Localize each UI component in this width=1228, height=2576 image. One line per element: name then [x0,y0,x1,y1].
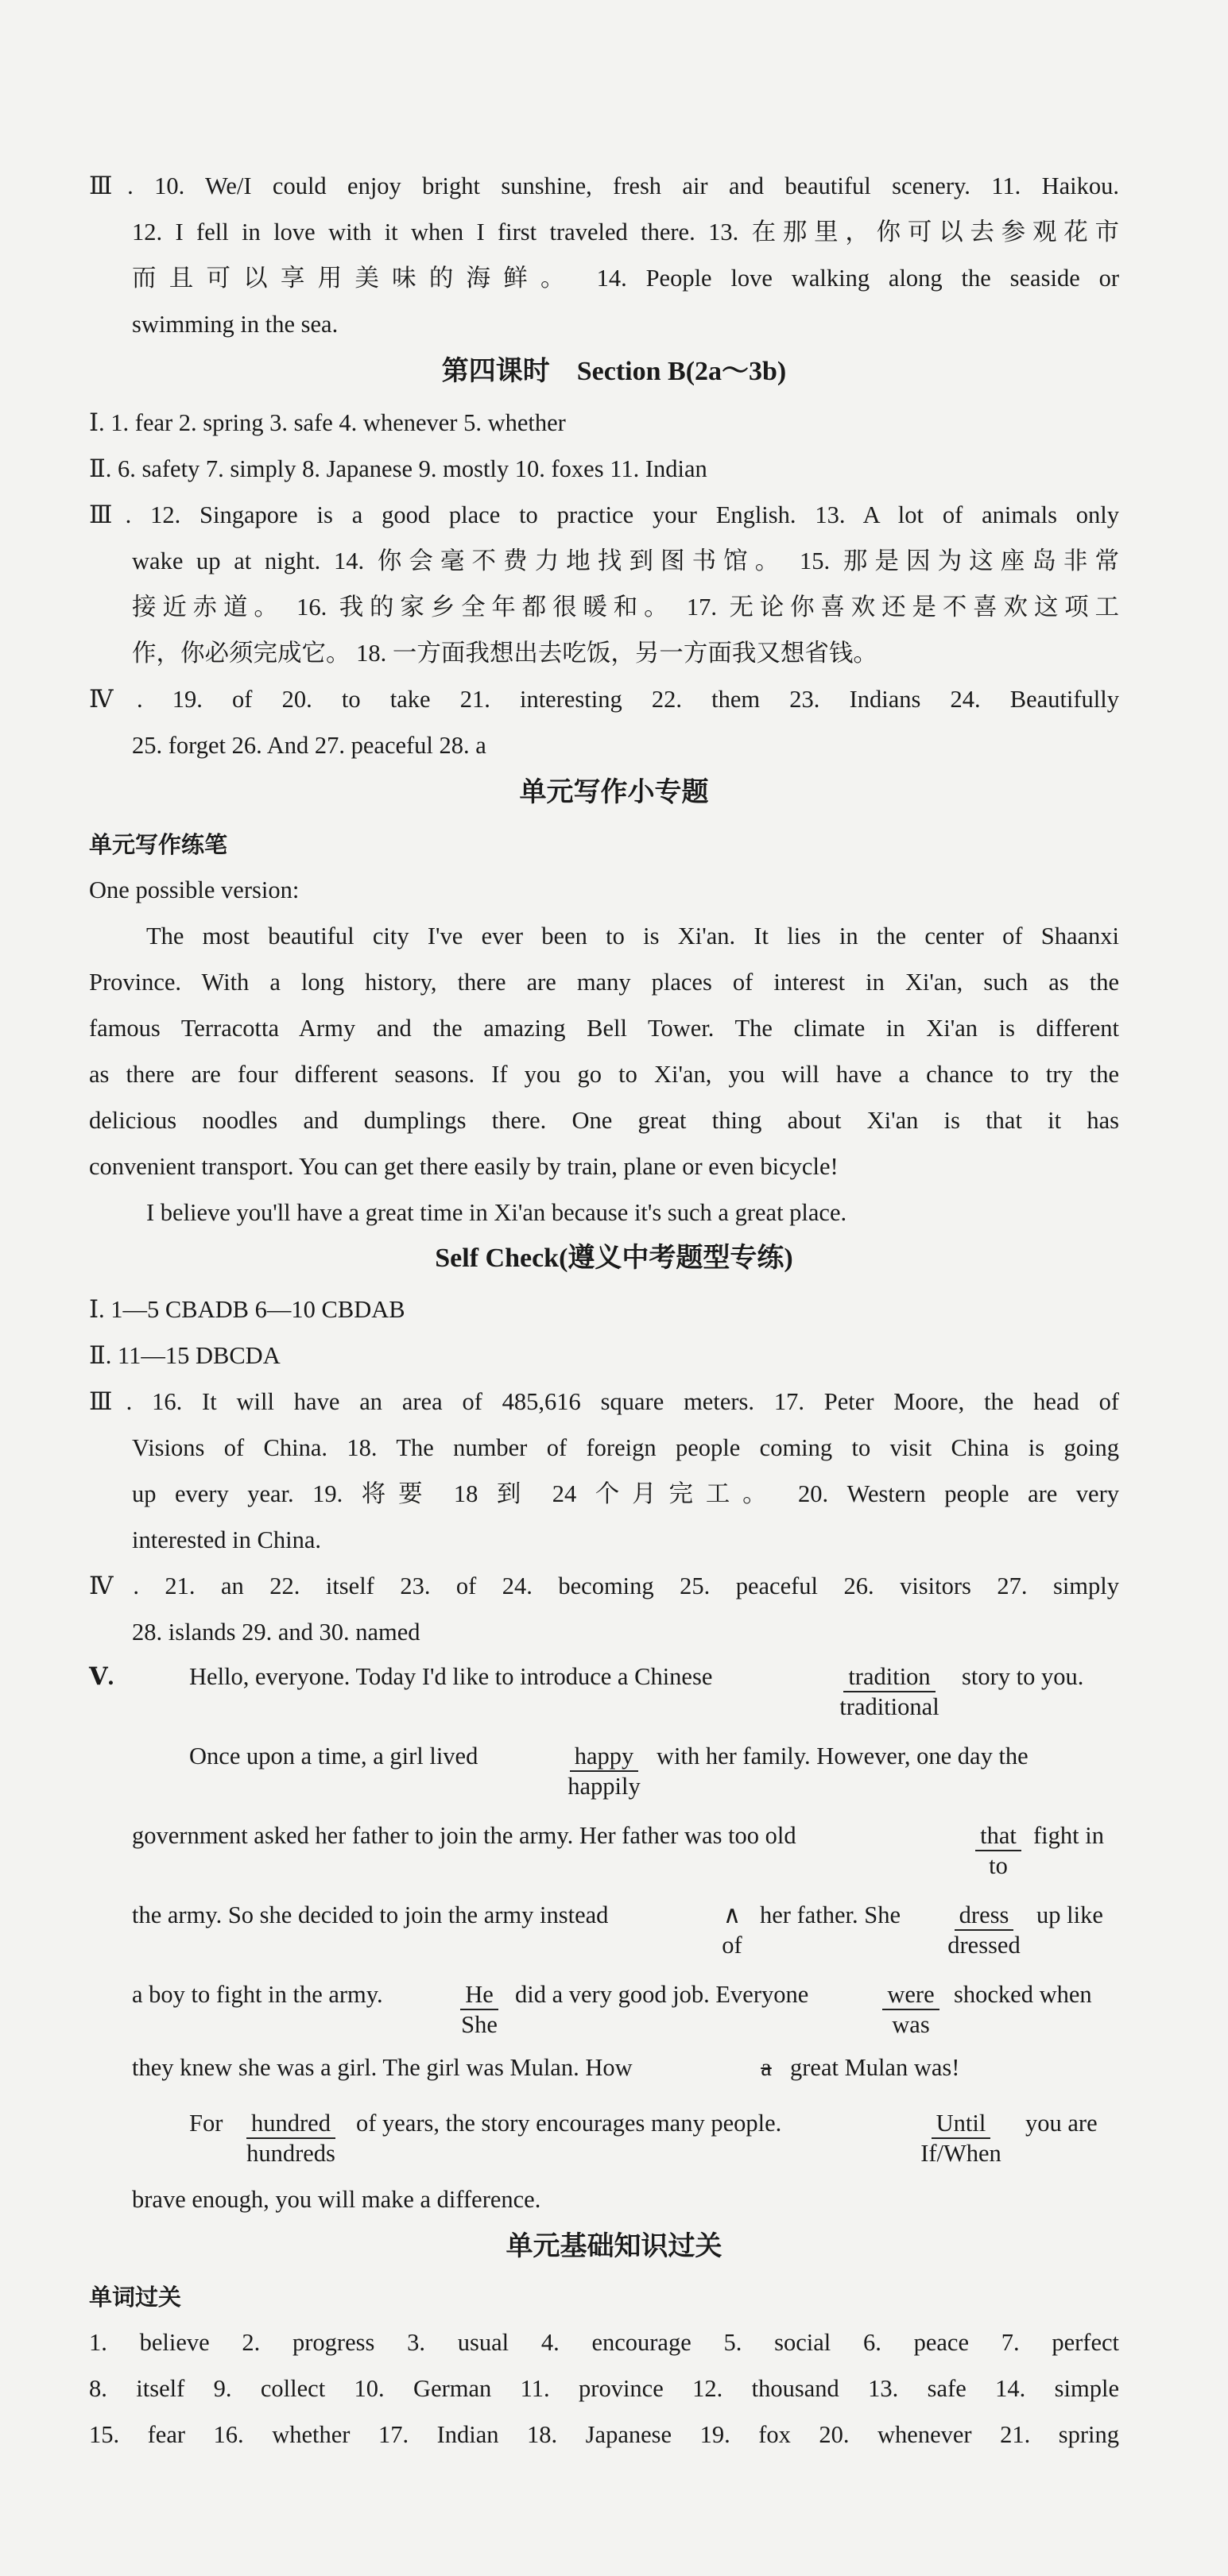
correction-pair [909,2107,1013,2168]
answer-line: Ⅰ. 1. fear 2. spring 3. safe 4. whenever 5. whether [89,409,566,436]
wrong-word: were [882,1980,939,2010]
corrected-word: dressed [947,1932,1021,1959]
correction-pair [556,1740,652,1800]
essay-line: delicious noodles and dumplings there. One great thing about Xi'an is that it has [89,1107,1119,1134]
correction-text: her father. She [760,1901,901,1928]
correction-text: story to you. [962,1663,1084,1690]
answer-line: Visions of China. 18. The number of foreign people coming to visit China is going [132,1434,1119,1461]
correction-text: great Mulan was! [790,2054,960,2081]
section-heading: 单元基础知识过关 [506,2232,722,2261]
answer-line: Ⅱ. 11—15 DBCDA [89,1342,281,1369]
corrected-word: was [892,2011,930,2038]
answer-line: swimming in the sea. [132,311,339,338]
sub-heading: 单词过关 [89,2285,182,2311]
answer-line: 25. forget 26. And 27. peaceful 28. a [132,732,486,759]
wrong-word: tradition [843,1662,935,1692]
answer-line: Ⅲ. 10. We/I could enjoy bright sunshine, fresh air and beautiful scenery. 11. Haikou. [89,172,1119,199]
answer-line: Ⅳ. 21. an 22. itself 23. of 24. becoming 25. peaceful 26. visitors 27. simply [89,1572,1119,1599]
correction-text: up like [1036,1901,1103,1928]
correction-text: For [189,2110,223,2137]
correction-text: the army. So she decided to join the army instead [132,1901,609,1928]
answer-line: up every year. 19. 将要 18 到 24 个月完工。 20. Western people are very [132,1480,1119,1507]
correction-text: a boy to fight in the army. [132,1981,383,2008]
correction-text: Hello, everyone. Today I'd like to introduce a Chinese [189,1663,713,1690]
correction-text: shocked when [954,1981,1092,2008]
deletion-mark [747,2052,785,2083]
essay-line: The most beautiful city I've ever been to is Xi'an. It lies in the center of Shaanxi [146,922,1119,950]
correction-pair [936,1899,1032,1959]
correction-pair [830,1661,949,1721]
answer-line: 作，你必须完成它。 18. 一方面我想出去吃饭，另一方面我又想省钱。 [132,640,877,667]
corrected-word: If/When [920,2140,1001,2167]
correction-text: brave enough, you will make a difference. [132,2186,541,2213]
correction-text: they knew she was a girl. The girl was Mulan. How [132,2054,633,2081]
deleted-word: a [761,2054,772,2081]
answer-line: interested in China. [132,1526,322,1553]
wrong-word: dress [955,1901,1014,1931]
answer-line: 15. fear 16. whether 17. Indian 18. Japanese 19. fox 20. whenever 21. spring [89,2421,1119,2448]
answer-line: 8. itself 9. collect 10. German 11. province 12. thousand 13. safe 14. simple [89,2375,1119,2402]
wrong-word: He [460,1980,498,2010]
section-heading: Self Check(遵义中考题型专练) [435,1244,793,1273]
correction-text: did a very good job. Everyone [515,1981,809,2008]
correction-text: you are [1025,2110,1098,2137]
corrected-word: She [461,2011,498,2038]
correction-text: of years, the story encourages many people. [356,2110,782,2137]
answer-line: Ⅰ. 1—5 CBADB 6—10 CBDAB [89,1296,405,1323]
essay-line: as there are four different seasons. If you go to Xi'an, you will have a chance to try the [89,1061,1119,1088]
section-heading: 第四课时 Section B(2a～3b) [441,357,787,386]
wrong-word: happy [570,1742,639,1772]
essay-line: Province. With a long history, there are many places of interest in Xi'an, such as the [89,969,1119,996]
answer-line: 而且可以享用美味的海鲜。 14. People love walking along the seaside or [132,265,1119,292]
sub-heading: 单元写作练笔 [89,833,228,858]
answer-line: Ⅳ. 19. of 20. to take 21. interesting 22. them 23. Indians 24. Beautifully [89,686,1119,713]
wrong-word: Until [932,2109,991,2139]
correction-pair [235,2107,347,2168]
correction-pair [712,1899,752,1959]
intro-text: One possible version: [89,876,300,903]
answer-line: Ⅱ. 6. safety 7. simply 8. Japanese 9. mostly 10. foxes 11. Indian [89,455,707,482]
answer-line: Ⅲ. 16. It will have an area of 485,616 square meters. 17. Peter Moore, the head of [89,1388,1119,1415]
essay-line: famous Terracotta Army and the amazing Bell Tower. The climate in Xi'an is different [89,1015,1119,1042]
answer-line: 28. islands 29. and 30. named [132,1619,420,1646]
correction-pair [877,1978,944,2039]
correction-text: with her family. However, one day the [657,1742,1028,1770]
section-number: Ⅴ. [89,1663,114,1690]
answer-line: wake up at night. 14. 你会毫不费力地找到图书馆。 15. 那是因为这座岛非常 [132,547,1119,574]
essay-line: convenient transport. You can get there easily by train, plane or even bicycle! [89,1153,839,1180]
section-heading: 单元写作小专题 [519,778,709,807]
correction-text: government asked her father to join the army. Her father was too old [132,1822,796,1849]
answer-line: Ⅲ. 12. Singapore is a good place to practice your English. 13. A lot of animals only [89,501,1119,528]
answer-line: 12. I fell in love with it when I first traveled there. 13. 在那里，你可以去参观花市 [132,219,1119,246]
corrected-word: hundreds [246,2140,335,2167]
corrected-word: to [989,1852,1008,1879]
corrected-word: happily [568,1773,641,1800]
answer-line: 接近赤道。 16. 我的家乡全年都很暖和。 17. 无论你喜欢还是不喜欢这项工 [132,594,1119,621]
wrong-word: that [975,1821,1021,1851]
answer-line: 1. believe 2. progress 3. usual 4. encourage 5. social 6. peace 7. perfect [89,2329,1119,2356]
essay-line: I believe you'll have a great time in Xi'an because it's such a great place. [146,1199,847,1226]
corrected-word: of [722,1932,742,1959]
correction-text: Once upon a time, a girl lived [189,1742,478,1770]
correction-text: fight in [1033,1822,1104,1849]
correction-pair [967,1820,1030,1880]
wrong-word: hundred [246,2109,335,2139]
insertion-mark: ∧ [722,1901,742,1928]
corrected-word: traditional [839,1693,939,1720]
correction-pair [451,1978,507,2039]
